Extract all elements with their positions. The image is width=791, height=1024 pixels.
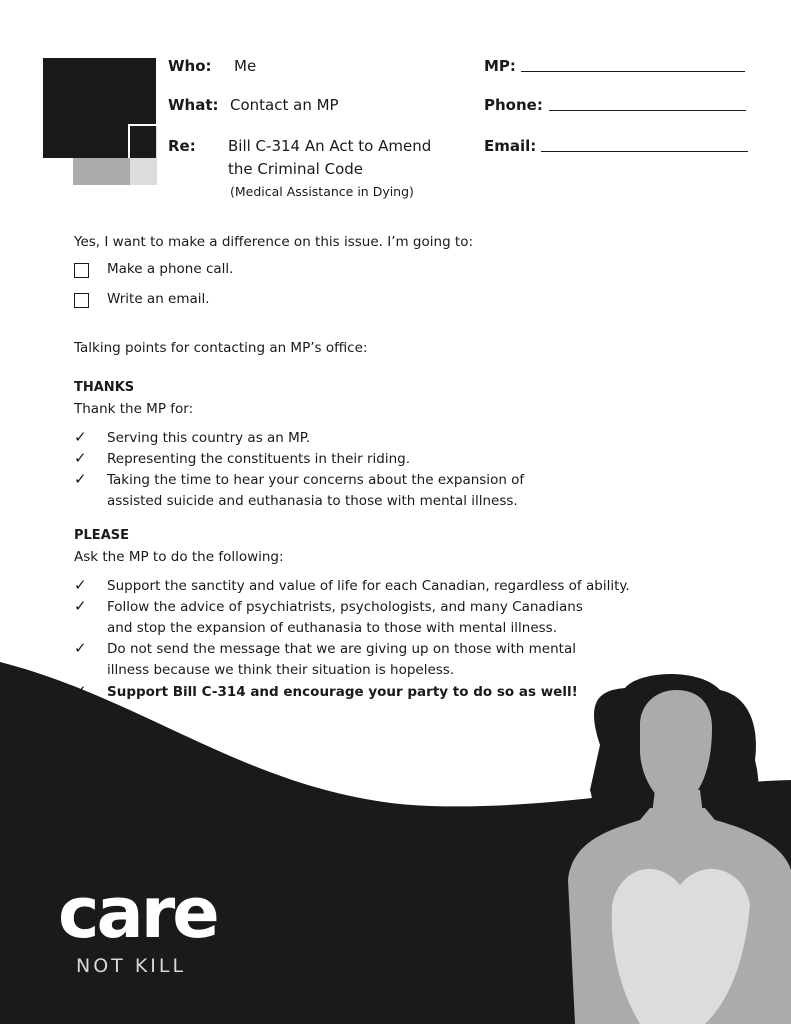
- check-icon: ✓: [74, 576, 87, 594]
- please-heading: PLEASE: [74, 528, 129, 543]
- thanks-item-3-line-2: assisted suicide and euthanasia to those with mental illness.: [107, 493, 518, 509]
- what-label: What:: [168, 96, 219, 114]
- email-field-line[interactable]: [541, 151, 748, 152]
- inner-white-line-v: [128, 124, 130, 158]
- talking-points-intro: Talking points for contacting an MP’s office:: [74, 340, 368, 356]
- thanks-item-1: Serving this country as an MP.: [107, 430, 311, 446]
- check-icon: ✓: [74, 682, 87, 700]
- mp-field-line[interactable]: [521, 71, 745, 72]
- please-item-3-line-2: illness because we think their situation is hopeless.: [107, 662, 455, 678]
- please-subheading: Ask the MP to do the following:: [74, 549, 284, 565]
- phone-call-checkbox[interactable]: [74, 263, 89, 278]
- please-item-4: Support Bill C-314 and encourage your party to do so as well!: [107, 684, 578, 700]
- option-email: Write an email.: [107, 291, 210, 307]
- thanks-heading: THANKS: [74, 380, 135, 395]
- email-checkbox[interactable]: [74, 293, 89, 308]
- inner-white-line: [128, 124, 157, 126]
- re-line-3: (Medical Assistance in Dying): [230, 184, 414, 199]
- thanks-item-2: Representing the constituents in their riding.: [107, 451, 411, 467]
- thanks-subheading: Thank the MP for:: [74, 401, 194, 417]
- email-label: Email:: [484, 137, 537, 155]
- re-line-1: Bill C-314 An Act to Amend: [228, 137, 432, 155]
- thanks-item-3-line-1: Taking the time to hear your concerns about the expansion of: [107, 472, 525, 488]
- intro-text: Yes, I want to make a difference on this issue. I’m going to:: [74, 234, 474, 250]
- mp-label: MP:: [484, 57, 516, 75]
- woman-silhouette-illustration: [568, 674, 791, 1024]
- option-phone-call: Make a phone call.: [107, 261, 234, 277]
- re-label: Re:: [168, 137, 196, 155]
- dark-square: [43, 58, 156, 158]
- who-value: Me: [234, 57, 257, 75]
- please-item-3-line-1: Do not send the message that we are giving up on those with mental: [107, 641, 576, 657]
- re-line-2: the Criminal Code: [228, 160, 364, 178]
- check-icon: ✓: [74, 470, 87, 488]
- not-kill-logo-text: NOT KILL: [76, 955, 187, 977]
- phone-label: Phone:: [484, 96, 543, 114]
- phone-field-line[interactable]: [549, 110, 746, 111]
- check-icon: ✓: [74, 449, 87, 467]
- care-logo: care: [58, 872, 217, 954]
- please-item-2-line-2: and stop the expansion of euthanasia to those with mental illness.: [107, 620, 558, 636]
- check-icon: ✓: [74, 597, 87, 615]
- check-icon: ✓: [74, 428, 87, 446]
- please-item-1: Support the sanctity and value of life for each Canadian, regardless of ability.: [107, 578, 630, 594]
- what-value: Contact an MP: [230, 96, 339, 114]
- please-item-2-line-1: Follow the advice of psychiatrists, psychologists, and many Canadians: [107, 599, 583, 615]
- who-label: Who:: [168, 57, 212, 75]
- check-icon: ✓: [74, 639, 87, 657]
